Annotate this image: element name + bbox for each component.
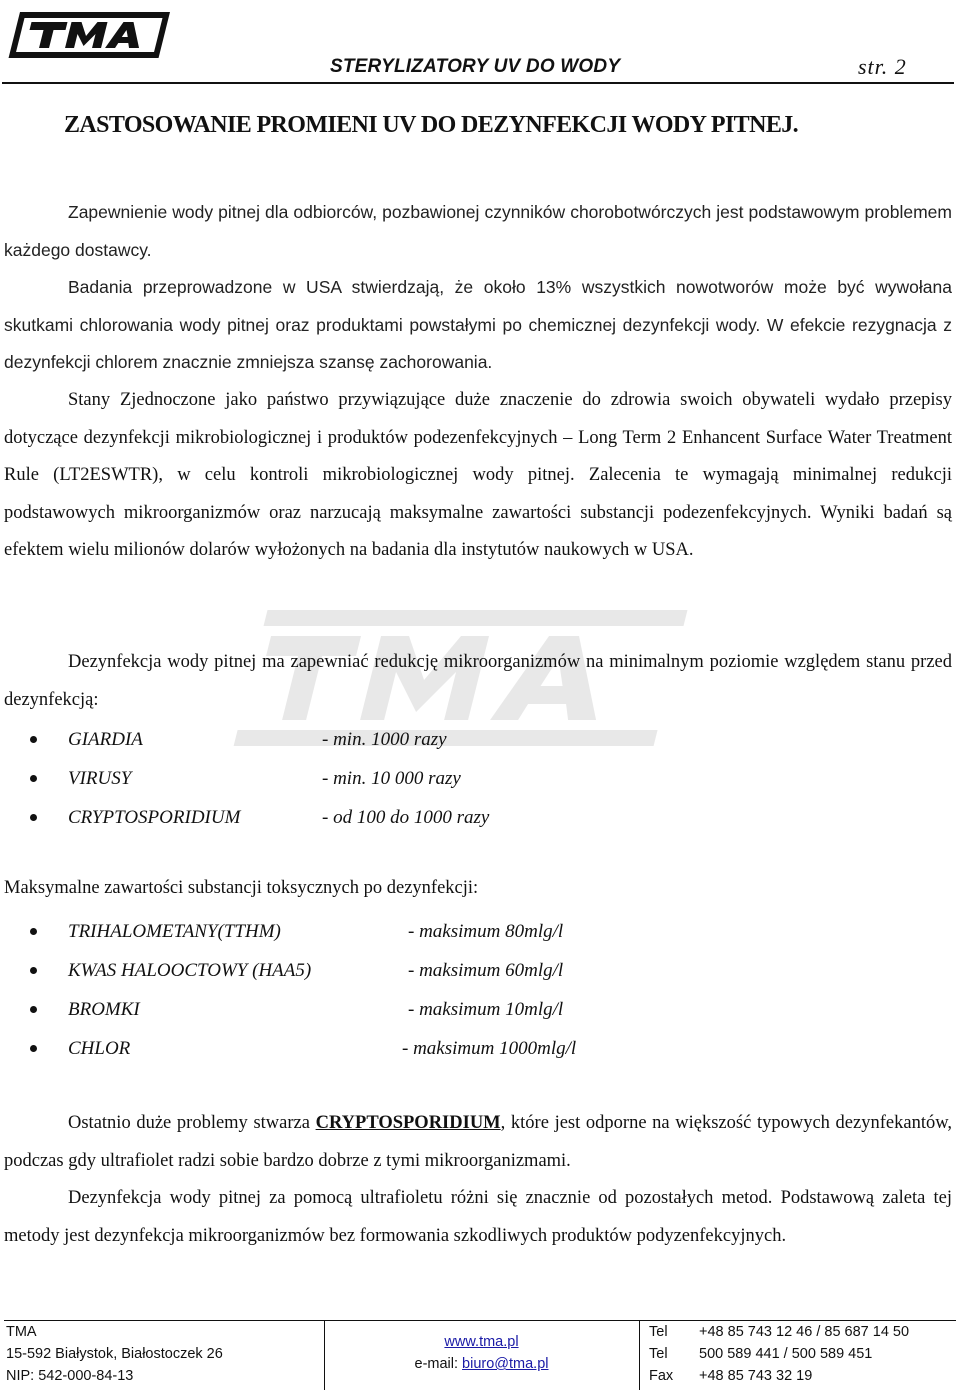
bullet-icon	[30, 1006, 37, 1013]
bullet-icon	[30, 928, 37, 935]
substance-name: KWAS HALOOCTOWY (HAA5)	[68, 960, 312, 981]
paragraph-intro	[4, 194, 952, 269]
paragraph-uv-advantage	[4, 1180, 952, 1255]
organism-name: CRYPTOSPORIDIUM	[68, 807, 241, 828]
footer-nip: NIP: 542-000-84-13	[6, 1368, 134, 1384]
paragraph-cryptosporidium-after: , które jest odporne na większość typowych dezynfekantów, podczas gdy ultrafiolet radzi sobie bardzo dobrze z tymi mikroorganizmami.	[4, 1113, 952, 1171]
website-link[interactable]: www.tma.pl	[444, 1334, 519, 1350]
footer-email-line	[324, 1356, 639, 1372]
section-title: ZASTOSOWANIE PROMIENI UV DO DEZYNFEKCJI WODY PITNEJ.	[64, 112, 799, 138]
paragraph-cryptosporidium	[4, 1105, 952, 1180]
paragraph-usa-research-text: Badania przeprowadzone w USA stwierdzają, że około 13% wszystkich nowotworów może być wywołana skutkami chlorowania wody pitnej oraz produktami powstałymi po chemicznej dezynfekcji wody. W efekcie rezygnacja z dezynfekcji chlorem znacznie zmniejsza szansę zachorowania.	[4, 277, 952, 372]
email-link[interactable]: biuro@tma.pl	[462, 1356, 549, 1372]
tel-label: Tel	[649, 1346, 668, 1362]
substance-limit: - maksimum 10mlg/l	[408, 999, 564, 1020]
substance-limit: - maksimum 80mlg/l	[408, 921, 564, 942]
footer-phone-column	[639, 1320, 956, 1390]
substance-name: TRIHALOMETANY(TTHM)	[68, 921, 281, 942]
bullet-icon	[30, 775, 37, 782]
paragraph-uv-advantage-text: Dezynfekcja wody pitnej za pomocą ultrafioletu różni się znacznie od pozostałych metod. Podstawową zaleta tej metody jest dezynfekcja mikroorganizmów bez formowania szkodliwych produktów podyzenfekcyjnych.	[4, 1188, 952, 1246]
bullet-icon	[30, 967, 37, 974]
paragraph-intro-text: Zapewnienie wody pitnej dla odbiorców, pozbawionej czynników chorobotwórczych jest podstawowym problemem każdego dostawcy.	[4, 202, 952, 260]
fax-label: Fax	[649, 1368, 674, 1384]
bullet-icon	[30, 736, 37, 743]
paragraph-toxic-intro: Maksymalne zawartości substancji toksycznych po dezynfekcji:	[4, 878, 479, 898]
paragraph-regulations	[4, 382, 952, 570]
page-footer	[4, 1320, 956, 1390]
substance-name: BROMKI	[68, 999, 140, 1020]
substance-limit: - maksimum 1000mlg/l	[402, 1038, 577, 1059]
organism-name: VIRUSY	[68, 768, 132, 789]
reduction-value: - od 100 do 1000 razy	[322, 807, 490, 828]
fax-number: +48 85 743 32 19	[699, 1368, 813, 1384]
bullet-icon	[30, 1045, 37, 1052]
footer-company: TMA	[6, 1324, 37, 1340]
bullet-icon	[30, 814, 37, 821]
footer-tel2-line	[649, 1346, 872, 1362]
footer-fax-line	[649, 1368, 812, 1384]
tel1-number: +48 85 743 12 46 / 85 687 14 50	[699, 1324, 910, 1340]
tel2-number: 500 589 441 / 500 589 451	[699, 1346, 873, 1362]
email-label: e-mail:	[414, 1356, 463, 1372]
footer-website-line	[324, 1334, 639, 1350]
reduction-value: - min. 1000 razy	[322, 729, 447, 750]
organism-name: GIARDIA	[68, 729, 143, 750]
document-title: STERYLIZATORY UV DO WODY	[330, 56, 621, 77]
paragraph-regulations-text: Stany Zjednoczone jako państwo przywiązujące duże znaczenie do zdrowia swoich obywateli wydało przepisy dotyczące dezynfekcji mikrobiologicznej i produktów podezenfekcyjnych – Long Term 2 Enhancent Surface Water Treatment Rule (LT2ESWTR), w celu kontroli mikrobiologicznej wody pitnej. Zalecenia te wymagają minimalnej redukcji podstawowych mikroorganizmów oraz narzucają maksymalne zawartości substancji podezenfekcyjnych. Wyniki badań są efektem wielu milionów dolarów wyłożonych na badania dla instytutów naukowych w USA.	[4, 390, 952, 560]
paragraph-reduction-intro	[4, 644, 952, 719]
paragraph-cryptosporidium-before: Ostatnio duże problemy stwarza	[68, 1113, 316, 1133]
reduction-value: - min. 10 000 razy	[322, 768, 461, 789]
substance-limit: - maksimum 60mlg/l	[408, 960, 564, 981]
page-number: str. 2	[858, 54, 907, 79]
footer-address: 15-592 Białystok, Białostoczek 26	[6, 1346, 223, 1362]
paragraph-usa-research	[4, 269, 952, 382]
footer-tel1-line	[649, 1324, 909, 1340]
substance-name: CHLOR	[68, 1038, 131, 1059]
footer-contact-column	[324, 1320, 640, 1390]
tel-label: Tel	[649, 1324, 668, 1340]
cryptosporidium-emphasis: CRYPTOSPORIDIUM	[315, 1113, 501, 1133]
footer-address-column	[4, 1320, 325, 1390]
header-divider	[2, 82, 954, 84]
paragraph-reduction-intro-text: Dezynfekcja wody pitnej ma zapewniać redukcję mikroorganizmów na minimalnym poziomie względem stanu przed dezynfekcją:	[4, 652, 952, 710]
company-logo	[2, 4, 172, 66]
